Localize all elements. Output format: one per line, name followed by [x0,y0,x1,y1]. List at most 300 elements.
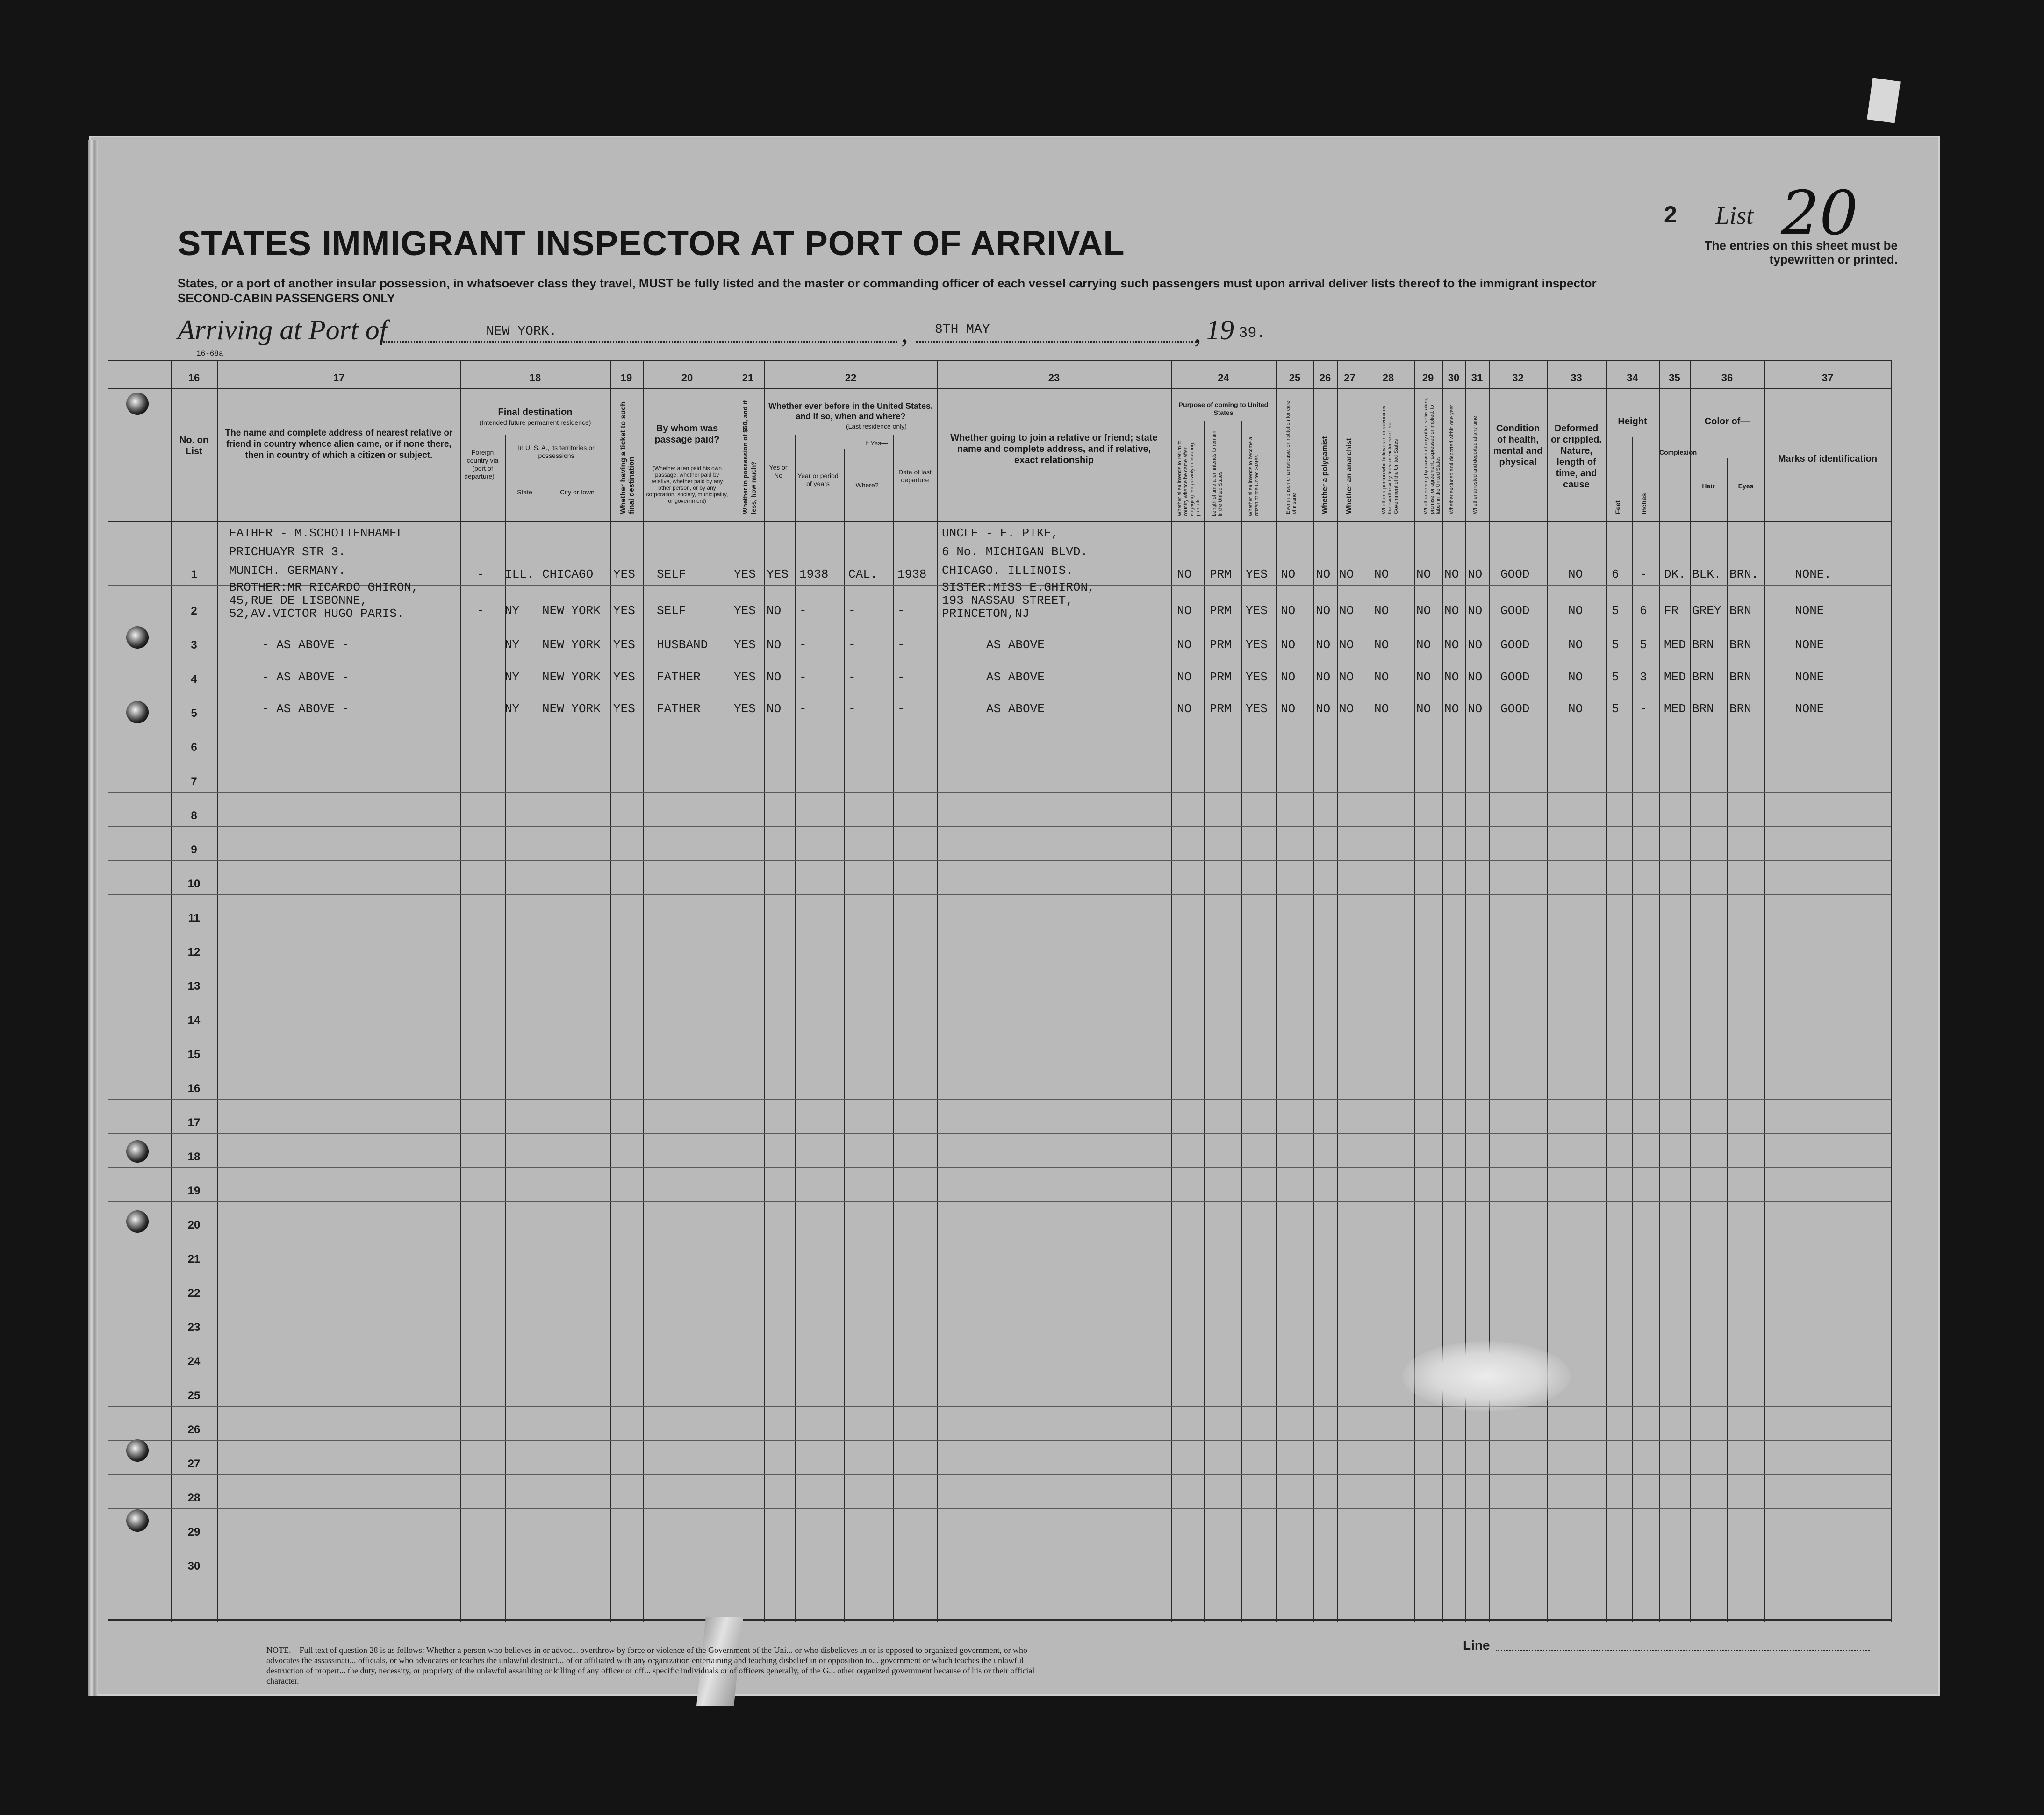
header-if-yes: If Yes— [865,439,888,447]
row-rule [108,894,1891,895]
cell-money: YES [734,638,756,652]
comma-separator: , [901,317,908,348]
cell-money: YES [734,702,756,716]
cell-complexion: MED [1664,702,1686,716]
cell-ticket: YES [613,604,635,618]
row-number: 13 [187,980,201,993]
row-number: 8 [191,809,197,822]
cell-foreign: - [477,567,484,581]
cell-c26: NO [1316,567,1331,581]
cell-c25: NO [1281,702,1296,716]
cell-c25: NO [1281,638,1296,652]
header-purpose-return: Whether alien intends to return to country whence he came after engaging temporarily in laboring pursuits [1177,440,1201,516]
cell-c27: NO [1339,638,1354,652]
col-rule [1204,421,1205,1622]
cell-nearest-relative: MUNICH. GERMANY. [229,564,346,578]
cell-deformed: NO [1568,567,1583,581]
row-number: 11 [188,912,200,924]
cell-inches: 3 [1640,670,1647,684]
header-ticket: Whether having a ticket to such final destination [619,401,636,514]
header-marks: Marks of identification [1778,454,1878,464]
table-top-rule [108,360,1891,361]
cell-c26: NO [1316,702,1331,716]
cell-c29: NO [1416,638,1431,652]
row-number: 7 [191,775,197,788]
cell-health: GOOD [1500,670,1530,684]
paper-tab [1867,78,1901,123]
punch-hole [126,1439,149,1462]
col-rule [937,360,938,1622]
cell-state: NY [505,604,520,618]
header-complexion: Complexion [1659,449,1697,456]
row-number: 12 [187,946,201,958]
col-num-20: 20 [681,372,693,384]
col-rule [610,360,611,1622]
header-money: Whether in possession of $50, and if less, how much? [741,400,757,514]
row-number: 24 [187,1355,201,1368]
cell-join-relative: SISTER:MISS E.GHIRON, [942,580,1095,594]
col-rule [1891,360,1892,1622]
header-health: Condition of health, mental and physical [1493,423,1543,467]
year-suffix: 39. [1239,324,1266,342]
header-anarchist: Whether an anarchist [1345,438,1353,514]
paper-stain [1402,1341,1571,1411]
header-labor-offer: Whether coming by reason of any offer, solicitation, promise, or agreement, expressed or implied, to labor in the United States [1423,397,1441,514]
col-num-16: 16 [188,372,200,384]
header-polygamist: Whether a polygamist [1321,436,1329,514]
cell-where: - [848,702,856,716]
cell-departure: - [897,604,905,618]
header-last-departure: Date of last departure [898,468,932,484]
row-rule [108,1167,1891,1168]
row-number: 23 [187,1321,201,1334]
col-rule [1171,360,1172,1622]
col-rule [1313,360,1314,1622]
cell-c26: NO [1316,604,1331,618]
col-rule [1727,458,1728,1622]
cell-c29: NO [1416,567,1431,581]
row-number: 4 [191,673,197,686]
header-bottom-rule [108,521,1891,522]
col-num-32: 32 [1512,372,1524,384]
cell-c28: NO [1374,604,1389,618]
col-num-36: 36 [1721,372,1733,384]
col-num-24: 24 [1218,372,1229,384]
col-num-17: 17 [333,372,345,384]
list-instructions: The entries on this sheet must be typewritten or printed. [1704,238,1898,266]
arrival-port: NEW YORK. [486,324,557,339]
cell-feet: 5 [1612,670,1619,684]
year-prefix: 19 [1206,314,1234,345]
cell-state: NY [505,670,520,684]
header-excluded: Whether excluded and deported within one year [1449,405,1455,514]
header-purpose-length: Length of time alien intends to remain in the United States [1212,430,1223,516]
header-in-usa: In U. S. A., its territories or possessions [518,444,595,459]
col-rule [1276,360,1277,1622]
form-code: 16-68a [196,350,223,358]
cell-year: - [799,702,807,716]
cell-c25: NO [1281,567,1296,581]
cell-state: ILL. [505,567,534,581]
row-number: 26 [187,1423,201,1436]
cell-c31: NO [1468,670,1483,684]
cell-paid: SELF [657,604,686,618]
col-rule [893,435,894,1622]
table-bottom-rule [108,1619,1891,1621]
arrival-line [178,314,1440,351]
header-prison: Ever in prison or almshouse, or institution for care of insane [1285,400,1297,514]
col-num-23: 23 [1048,372,1060,384]
header-hair: Hair [1702,482,1715,490]
header-arrested: Whether arrested and deported at any time [1472,416,1478,514]
line-underline [1496,1650,1870,1651]
cell-nearest-relative: 45,RUE DE LISBONNE, [229,593,368,607]
cell-city: NEW YORK [542,604,601,618]
cell-health: GOOD [1500,638,1530,652]
cell-c28: NO [1374,702,1389,716]
cell-feet: 5 [1612,604,1619,618]
cell-hair: BLK. [1692,567,1721,581]
row-number: 28 [187,1492,201,1504]
cell-money: YES [734,670,756,684]
col-rule [1414,360,1415,1622]
cell-departure: - [897,638,905,652]
line-label: Line [1463,1638,1490,1652]
col-rule [1465,360,1466,1622]
date-underline [916,341,1197,343]
header-final-destination: Final destination [498,407,573,417]
page-number: 2 [1664,201,1677,228]
cell-c31: NO [1468,604,1483,618]
cell-hair: BRN [1692,702,1714,716]
row-number: 1 [191,568,197,581]
col-num-21: 21 [742,372,754,384]
form-subtitle-line-1: States, or a port of another insular possession, in whatsoever class they travel, MUST be fully listed and the master or commanding officer of each vessel carrying such passengers must upon arrival deliver lists thereof to the immigrant inspector [178,276,1597,290]
col-rule [764,360,765,1622]
row-rule [108,1440,1891,1441]
header-color-of: Color of— [1704,416,1750,427]
footnote-question-28: NOTE.—Full text of question 28 is as follows: Whether a person who believes in or advoc... overthrow by force or violence of the Government of the Uni... or who disbelieves in or is opposed to organized government, or who advocates the assassinati... officials, or who advocates or teaches the unlawful destruct... of or affiliated with any organization entertaining and teaching disbelief in or opposition to... government or which teaches the unlawful destruction of propert... the duty, necessity, or propriety of the unlawful assaulting or killing of any officer or off... specific individuals or of officers generally, of the G... other organized government because of his or their official character. [266,1645,1035,1686]
arriving-label: Arriving at Port of [178,314,387,345]
header-purpose: Purpose of coming to United States [1178,401,1269,416]
row-number: 25 [187,1389,201,1402]
cell-year: 1938 [799,567,829,581]
cell-before: NO [767,670,782,684]
cell-before: NO [767,604,782,618]
row-number: 3 [191,639,197,651]
col-rule [1764,360,1765,1622]
row-number: 19 [187,1185,201,1197]
cell-ticket: YES [613,638,635,652]
cell-feet: 6 [1612,567,1619,581]
cell-ticket: YES [613,567,635,581]
cell-c25: NO [1281,670,1296,684]
row-number: 9 [191,843,197,856]
cell-hair: GREY [1692,604,1721,618]
cell-c29: NO [1416,702,1431,716]
cell-hair: BRN [1692,638,1714,652]
header-inches: Inches [1640,493,1648,514]
header-passage-paid: By whom was passage paid? [654,423,720,445]
cell-c28: NO [1374,638,1389,652]
cell-join-relative: CHICAGO. ILLINOIS. [942,564,1073,578]
cell-p24b: PRM [1210,604,1232,618]
cell-foreign: - [477,604,484,618]
row-rule [108,1133,1891,1134]
col-num-29: 29 [1422,372,1434,384]
cell-inches: - [1640,702,1647,716]
cell-complexion: DK. [1664,567,1686,581]
header-foreign-country: Foreign country via (port of departure)— [464,449,501,480]
cell-state: NY [505,702,520,716]
col-rule [795,435,796,1622]
cell-join-relative: PRINCETON,NJ [942,607,1030,621]
cell-eyes: BRN [1729,702,1751,716]
cell-p24b: PRM [1210,567,1232,581]
cell-c28: NO [1374,670,1389,684]
cell-c31: NO [1468,638,1483,652]
cell-feet: 5 [1612,638,1619,652]
cell-p24a: NO [1177,567,1192,581]
cell-p24c: YES [1246,638,1268,652]
header-before-in-us: Whether ever before in the United States, and if so, when and where? [768,401,933,421]
row-rule [108,1508,1891,1509]
header-overthrow: Whether a person who believes in or advocates the overthrow by force or violence of the Government of the United States [1381,406,1399,514]
cell-eyes: BRN. [1729,567,1759,581]
punch-hole [126,1210,149,1233]
cell-where: - [848,638,856,652]
cell-c30: NO [1444,567,1459,581]
cell-c27: NO [1339,567,1354,581]
header-purpose-citizen: Whether alien intends to become a citizen of the United States [1248,437,1260,516]
row-number: 30 [187,1560,201,1572]
punch-hole [126,1140,149,1163]
cell-city: NEW YORK [542,702,601,716]
cell-c27: NO [1339,604,1354,618]
cell-complexion: MED [1664,638,1686,652]
cell-marks: NONE [1795,702,1824,716]
col-num-35: 35 [1669,372,1680,384]
row-rule [108,1201,1891,1202]
header-join-relative: Whether going to join a relative or friend; state name and complete address, and if relative, exact relationship [950,433,1158,465]
header-height: Height [1618,416,1647,427]
cell-join-relative: 193 NASSAU STREET, [942,593,1073,607]
cell-p24c: YES [1246,670,1268,684]
cell-city: NEW YORK [542,670,601,684]
col-num-33: 33 [1571,372,1582,384]
cell-p24c: YES [1246,702,1268,716]
cell-p24c: YES [1246,604,1268,618]
row-rule [108,792,1891,793]
punch-hole [126,393,149,415]
row-number: 27 [187,1458,201,1470]
cell-before: NO [767,702,782,716]
cell-year: - [799,638,807,652]
port-underline [383,341,897,343]
cell-p24c: YES [1246,567,1268,581]
col-num-37: 37 [1822,372,1834,384]
cell-state: NY [505,638,520,652]
col-num-34: 34 [1627,372,1638,384]
row-number: 20 [187,1219,201,1231]
cell-eyes: BRN [1729,604,1751,618]
row-number: 6 [191,741,197,754]
header-deformed: Deformed or crippled. Nature, length of time, and cause [1551,423,1602,490]
col-rule [1241,421,1242,1622]
col-num-25: 25 [1289,372,1301,384]
row-number: 18 [187,1150,201,1163]
col-rule [1337,360,1338,1622]
cell-deformed: NO [1568,702,1583,716]
header-list-number: No. on List [179,435,209,457]
col-rule [1606,360,1607,1622]
header-final-destination-note: (Intended future permanent residence) [479,419,591,426]
cell-join-relative: UNCLE - E. PIKE, [942,526,1059,540]
cell-eyes: BRN [1729,638,1751,652]
cell-join-relative: AS ABOVE [986,670,1045,684]
header-eyes: Eyes [1738,482,1754,490]
cell-join-relative: 6 No. MICHIGAN BLVD. [942,545,1088,559]
header-last-residence: (Last residence only) [846,422,907,430]
cell-p24b: PRM [1210,702,1232,716]
cell-year: - [799,604,807,618]
cell-p24a: NO [1177,638,1192,652]
cell-marks: NONE [1795,670,1824,684]
col-rule [217,360,218,1622]
page-edge [88,140,98,1696]
cell-p24b: PRM [1210,638,1232,652]
cell-inches: - [1640,567,1647,581]
row-number: 29 [187,1526,201,1538]
cell-year: - [799,670,807,684]
cell-nearest-relative: PRICHUAYR STR 3. [229,545,346,559]
cell-p24a: NO [1177,702,1192,716]
cell-eyes: BRN [1729,670,1751,684]
cell-before: YES [767,567,789,581]
cell-deformed: NO [1568,638,1583,652]
cell-c30: NO [1444,638,1459,652]
cell-c27: NO [1339,702,1354,716]
col-num-26: 26 [1319,372,1331,384]
list-number-box [1664,178,1907,276]
column-number-rule [108,388,1891,389]
cell-paid: HUSBAND [657,638,708,652]
cell-money: YES [734,567,756,581]
cell-hair: BRN [1692,670,1714,684]
header-where: Where? [855,481,879,489]
cell-city: NEW YORK [542,638,601,652]
cell-health: GOOD [1500,567,1530,581]
cell-deformed: NO [1568,670,1583,684]
cell-where: CAL. [848,567,878,581]
row-number: 21 [187,1253,201,1265]
row-rule [108,1406,1891,1407]
col-rule [171,360,172,1622]
row-number: 17 [187,1116,201,1129]
cell-inches: 6 [1640,604,1647,618]
cell-c27: NO [1339,670,1354,684]
cell-inches: 5 [1640,638,1647,652]
cell-deformed: NO [1568,604,1583,618]
punch-hole [126,701,149,723]
cell-join-relative: AS ABOVE [986,638,1045,652]
cell-health: GOOD [1500,604,1530,618]
cell-c26: NO [1316,670,1331,684]
cell-complexion: MED [1664,670,1686,684]
cell-complexion: FR [1664,604,1679,618]
cell-nearest-relative: 52,AV.VICTOR HUGO PARIS. [229,607,404,621]
form-title: STATES IMMIGRANT INSPECTOR AT PORT OF ARRIVAL [178,224,1125,263]
col-num-31: 31 [1471,372,1483,384]
row-rule [108,826,1891,827]
cell-c31: NO [1468,702,1483,716]
cell-ticket: YES [613,702,635,716]
cell-c25: NO [1281,604,1296,618]
col-num-30: 30 [1448,372,1460,384]
cell-city: CHICAGO [542,567,594,581]
cell-c28: NO [1374,567,1389,581]
cell-c30: NO [1444,604,1459,618]
col-rule [1659,360,1660,1622]
row-number: 16 [187,1082,201,1095]
row-number: 15 [187,1048,201,1061]
cell-c29: NO [1416,604,1431,618]
row-rule [108,1099,1891,1100]
cell-paid: FATHER [657,670,701,684]
col-num-28: 28 [1382,372,1394,384]
cell-ticket: YES [613,670,635,684]
arrival-date: 8TH MAY [935,322,990,337]
col-num-18: 18 [529,372,541,384]
cell-c30: NO [1444,670,1459,684]
form-subtitle [178,276,1673,306]
punch-hole [126,1509,149,1532]
cell-nearest-relative: - AS ABOVE - [262,638,350,652]
header-yes-or-no: Yes or No [769,464,788,479]
cell-p24a: NO [1177,604,1192,618]
cell-marks: NONE [1795,604,1824,618]
row-number: 14 [187,1014,201,1027]
row-number: 5 [191,707,197,720]
cell-c30: NO [1444,702,1459,716]
punch-hole [126,626,149,649]
col-rule [460,360,461,1622]
cell-nearest-relative: - AS ABOVE - [262,702,350,716]
col-rule [1632,437,1633,1622]
header-year-period: Year or period of years [797,472,839,487]
header-city: City or town [560,488,595,496]
cell-departure: 1938 [897,567,927,581]
cell-before: NO [767,638,782,652]
cell-nearest-relative: BROTHER:MR RICARDO GHIRON, [229,580,419,594]
row-number: 22 [187,1287,201,1300]
form-subtitle-line-2: SECOND-CABIN PASSENGERS ONLY [178,291,395,305]
cell-feet: 5 [1612,702,1619,716]
col-num-19: 19 [620,372,632,384]
col-rule [1489,360,1490,1622]
cell-join-relative: AS ABOVE [986,702,1045,716]
col-num-27: 27 [1344,372,1355,384]
header-passage-paid-note: (Whether alien paid his own passage, whether paid by relative, whether paid by any other person, or by any corporation, society, municipality, or government) [646,465,728,504]
col-rule [1690,360,1691,1622]
col-rule [1547,360,1548,1622]
header-nearest-relative: The name and complete address of nearest relative or friend in country whence alien came, or if none there, then in country of which a citizen or subject. [225,428,453,460]
comma-separator: , [1194,317,1201,348]
list-label: List [1715,201,1754,229]
cell-nearest-relative: - AS ABOVE - [262,670,350,684]
cell-departure: - [897,702,905,716]
cell-money: YES [734,604,756,618]
